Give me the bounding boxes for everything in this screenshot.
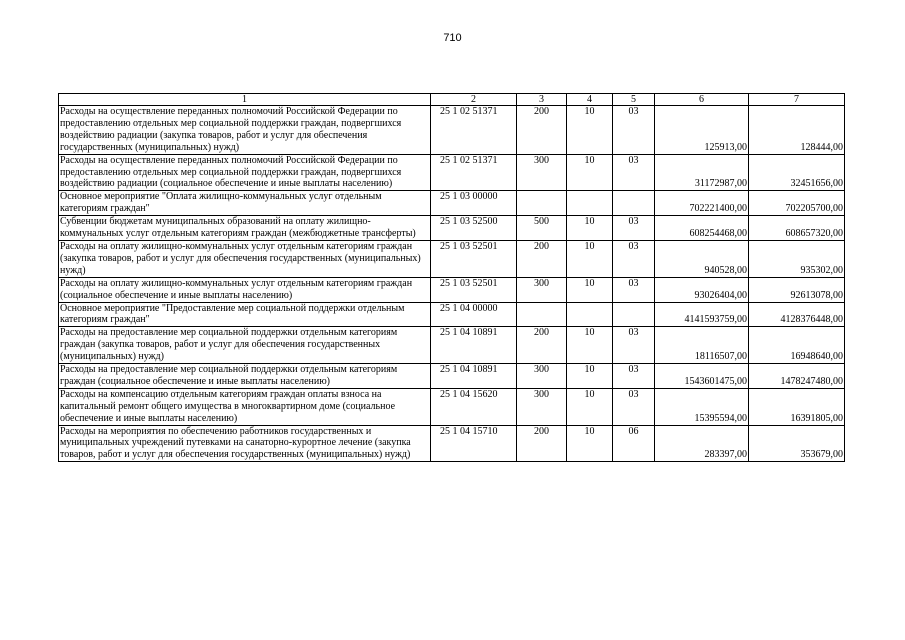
expense-name-cell: Расходы на мероприятия по обеспечению работников государственных и муниципальных учреждений путевками на санаторно-курортное лечение (закупка товаров, работ и услуг для обеспечения государственных (муниципальных) нужд) — [59, 425, 431, 462]
amount-cell: 353679,00 — [749, 425, 845, 462]
section-cell: 10 — [567, 327, 613, 364]
table-row — [59, 191, 845, 216]
subsection-cell — [613, 191, 655, 216]
section-cell: 10 — [567, 216, 613, 241]
target-article-code-cell: 25 1 04 00000 — [431, 302, 517, 327]
subsection-cell: 03 — [613, 216, 655, 241]
expense-name-cell: Расходы на предоставление мер социальной поддержки отдельным категориям граждан (закупка товаров, работ и услуг для обеспечения государственных (муниципальных) нужд) — [59, 327, 431, 364]
target-article-code-cell: 25 1 02 51371 — [431, 154, 517, 191]
subsection-cell: 03 — [613, 364, 655, 389]
subsection-cell: 03 — [613, 106, 655, 155]
amount-cell: 128444,00 — [749, 106, 845, 155]
subsection-cell: 03 — [613, 240, 655, 277]
table-row — [59, 327, 845, 364]
amount-cell: 702205700,00 — [749, 191, 845, 216]
header-cell: 4 — [567, 94, 613, 106]
expense-name-cell: Расходы на компенсацию отдельным категориям граждан оплаты взноса на капитальный ремонт общего имущества в многоквартирном доме (социальное обеспечение и иные выплаты населению) — [59, 388, 431, 425]
table-row — [59, 154, 845, 191]
expense-name-cell: Основное мероприятие "Предоставление мер социальной поддержки отдельным категориям граждан" — [59, 302, 431, 327]
target-article-code-cell: 25 1 04 15620 — [431, 388, 517, 425]
target-article-code-cell: 25 1 02 51371 — [431, 106, 517, 155]
amount-cell: 18116507,00 — [655, 327, 749, 364]
table-row — [59, 106, 845, 155]
expense-type-cell: 300 — [517, 364, 567, 389]
expense-type-cell: 300 — [517, 388, 567, 425]
subsection-cell: 03 — [613, 154, 655, 191]
section-cell — [567, 302, 613, 327]
target-article-code-cell: 25 1 04 15710 — [431, 425, 517, 462]
expense-name-cell: Расходы на оплату жилищно-коммунальных услуг отдельным категориям граждан (социальное обеспечение и иные выплаты населению) — [59, 277, 431, 302]
header-cell: 6 — [655, 94, 749, 106]
table-row — [59, 302, 845, 327]
subsection-cell: 03 — [613, 277, 655, 302]
expense-name-cell: Расходы на осуществление переданных полномочий Российской Федерации по предоставлению отдельных мер социальной поддержки граждан, подвергшихся воздействию радиации (закупка товаров, работ и услуг для обеспечения государственных (муниципальных) нужд) — [59, 106, 431, 155]
table-row — [59, 425, 845, 462]
expense-type-cell — [517, 191, 567, 216]
page-number: 710 — [443, 32, 462, 44]
amount-cell: 935302,00 — [749, 240, 845, 277]
table-row — [59, 388, 845, 425]
amount-cell: 16948640,00 — [749, 327, 845, 364]
amount-cell: 940528,00 — [655, 240, 749, 277]
target-article-code-cell: 25 1 04 10891 — [431, 364, 517, 389]
header-cell: 3 — [517, 94, 567, 106]
amount-cell: 4128376448,00 — [749, 302, 845, 327]
expense-type-cell: 500 — [517, 216, 567, 241]
expense-type-cell: 200 — [517, 425, 567, 462]
amount-cell: 93026404,00 — [655, 277, 749, 302]
subsection-cell — [613, 302, 655, 327]
target-article-code-cell: 25 1 03 00000 — [431, 191, 517, 216]
expense-name-cell: Расходы на предоставление мер социальной поддержки отдельным категориям граждан (социальное обеспечение и иные выплаты населению) — [59, 364, 431, 389]
amount-cell: 702221400,00 — [655, 191, 749, 216]
table-row — [59, 216, 845, 241]
table-row — [59, 277, 845, 302]
expense-name-cell: Расходы на осуществление переданных полномочий Российской Федерации по предоставлению отдельных мер социальной поддержки граждан, подвергшихся воздействию радиации (социальное обеспечение и иные выплаты населению) — [59, 154, 431, 191]
expense-type-cell: 200 — [517, 240, 567, 277]
header-cell: 7 — [749, 94, 845, 106]
subsection-cell: 03 — [613, 388, 655, 425]
subsection-cell: 03 — [613, 327, 655, 364]
section-cell: 10 — [567, 364, 613, 389]
expense-name-cell: Субвенции бюджетам муниципальных образований на оплату жилищно-коммунальных услуг отдельным категориям граждан (межбюджетные трансферты) — [59, 216, 431, 241]
amount-cell: 15395594,00 — [655, 388, 749, 425]
section-cell: 10 — [567, 277, 613, 302]
amount-cell: 92613078,00 — [749, 277, 845, 302]
target-article-code-cell: 25 1 03 52501 — [431, 240, 517, 277]
expense-name-cell: Расходы на оплату жилищно-коммунальных услуг отдельным категориям граждан (закупка товаров, работ и услуг для обеспечения государственных (муниципальных) нужд) — [59, 240, 431, 277]
expense-type-cell: 200 — [517, 106, 567, 155]
amount-cell: 32451656,00 — [749, 154, 845, 191]
amount-cell: 608657320,00 — [749, 216, 845, 241]
target-article-code-cell: 25 1 03 52500 — [431, 216, 517, 241]
section-cell: 10 — [567, 154, 613, 191]
amount-cell: 125913,00 — [655, 106, 749, 155]
section-cell: 10 — [567, 106, 613, 155]
subsection-cell: 06 — [613, 425, 655, 462]
expense-name-cell: Основное мероприятие "Оплата жилищно-коммунальных услуг отдельным категориям граждан" — [59, 191, 431, 216]
amount-cell: 4141593759,00 — [655, 302, 749, 327]
amount-cell: 1543601475,00 — [655, 364, 749, 389]
expense-type-cell — [517, 302, 567, 327]
section-cell: 10 — [567, 425, 613, 462]
target-article-code-cell: 25 1 03 52501 — [431, 277, 517, 302]
section-cell: 10 — [567, 388, 613, 425]
amount-cell: 31172987,00 — [655, 154, 749, 191]
table-row — [59, 364, 845, 389]
amount-cell: 1478247480,00 — [749, 364, 845, 389]
amount-cell: 16391805,00 — [749, 388, 845, 425]
amount-cell: 608254468,00 — [655, 216, 749, 241]
amount-cell: 283397,00 — [655, 425, 749, 462]
expense-type-cell: 200 — [517, 327, 567, 364]
section-cell: 10 — [567, 240, 613, 277]
header-cell: 5 — [613, 94, 655, 106]
table-row — [59, 240, 845, 277]
budget-table — [58, 93, 845, 462]
header-cell: 2 — [431, 94, 517, 106]
section-cell — [567, 191, 613, 216]
target-article-code-cell: 25 1 04 10891 — [431, 327, 517, 364]
table-header-row — [59, 94, 845, 106]
expense-type-cell: 300 — [517, 154, 567, 191]
expense-type-cell: 300 — [517, 277, 567, 302]
header-cell: 1 — [59, 94, 431, 106]
